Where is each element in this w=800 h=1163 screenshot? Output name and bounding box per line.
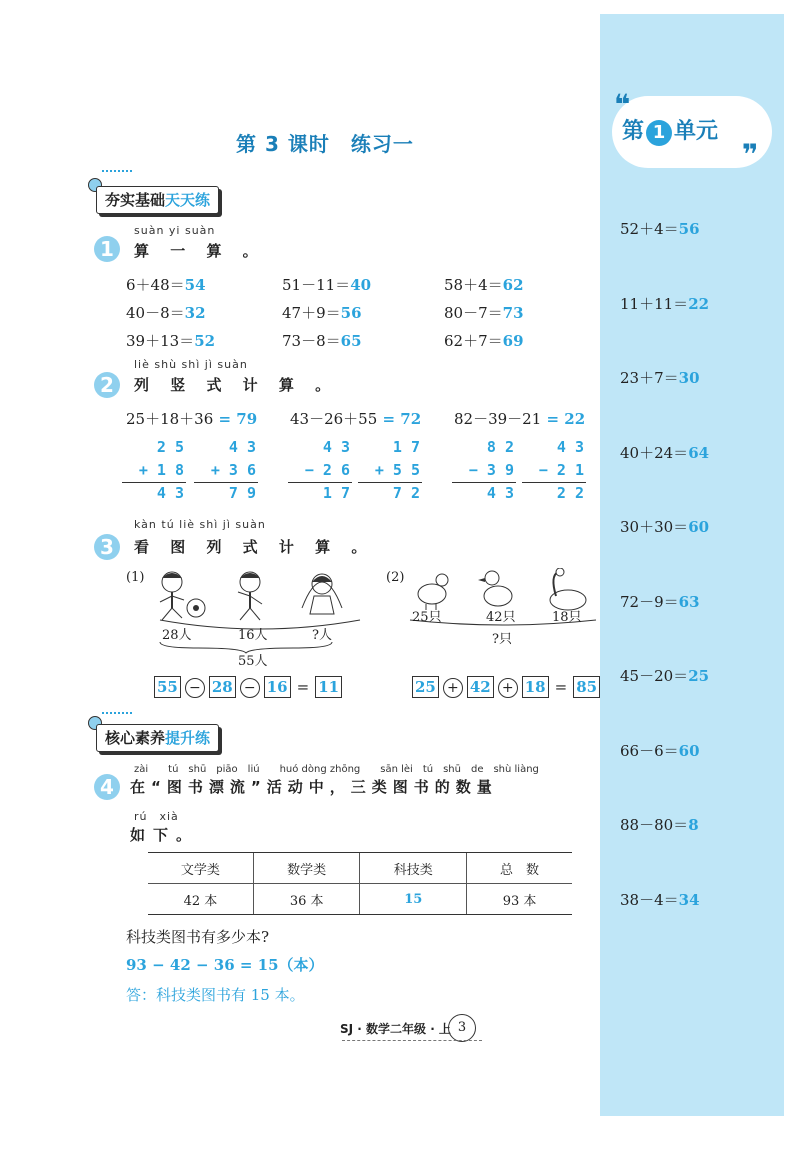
answer: 62: [502, 276, 524, 294]
equals-sign: =: [377, 410, 401, 428]
vertical-calculation: [124, 436, 184, 505]
answer: 64: [688, 443, 710, 462]
divider-dots: [102, 712, 132, 714]
vertical-mid: − 2 6: [304, 461, 350, 479]
q1-equation: [126, 330, 215, 351]
q4-question: 科技类图书有多少本?: [126, 928, 270, 946]
answer: 63: [678, 592, 700, 611]
number-box: 18: [522, 676, 549, 698]
section-banner-basic: 夯实基础天天练: [96, 186, 219, 214]
sidebar-equation: [620, 665, 709, 686]
expression: 30＋30＝: [620, 518, 689, 536]
operator-circle: +: [443, 678, 463, 698]
number-box: 42: [467, 676, 494, 698]
vertical-divider: [452, 482, 516, 483]
expression: 38－4＝: [620, 890, 679, 909]
q1-equation: [444, 274, 524, 295]
part2-equation: [412, 676, 600, 698]
q1-pinyin: suàn yi suàn: [134, 224, 216, 237]
girl-jumping-rope: [302, 574, 342, 614]
answer: 60: [678, 741, 700, 760]
question-number: 2: [94, 372, 120, 398]
vertical-divider: [288, 482, 352, 483]
vertical-res: 4 3: [156, 484, 184, 502]
q3-pinyin: kàn tú liè shì jì suàn: [134, 518, 266, 531]
vertical-res: 1 7: [322, 484, 350, 502]
answer-cell: 15: [360, 884, 467, 915]
answer: 72: [400, 410, 422, 428]
vertical-res: 7 2: [392, 484, 420, 502]
expression: 82－39－21: [454, 410, 542, 428]
vertical-divider: [122, 482, 186, 483]
table-row: [148, 884, 572, 915]
book-count-table: [148, 852, 572, 915]
value-cell: 93 本: [467, 884, 572, 915]
count-label: 16人: [238, 628, 268, 643]
answer: 56: [340, 304, 362, 322]
close-quote-icon: ❞: [742, 138, 759, 171]
header-cell: 数学类: [253, 853, 360, 884]
expression: 72－9＝: [620, 592, 679, 611]
expression: 11＋11＝: [620, 294, 689, 313]
unit-label: 第 1 单元: [622, 119, 719, 144]
total-label: ?只: [492, 632, 512, 647]
count-label: 28人: [162, 628, 192, 643]
answer: 69: [502, 332, 524, 350]
expression: 43－26＋55: [290, 410, 378, 428]
answer: 79: [236, 410, 258, 428]
number-box: 11: [315, 676, 342, 698]
q4-pinyin-1: zài tú shū piāo liú huó dòng zhōng sān lèi tú shū de shù liàng: [134, 764, 539, 775]
answer: 30: [678, 369, 700, 387]
equals-sign: =: [213, 410, 237, 428]
vertical-divider: [358, 482, 422, 483]
q2-problem: [290, 408, 421, 429]
q4-pinyin-2: rú xià: [134, 810, 179, 823]
header-cell: 总 数: [467, 853, 572, 884]
expression: 47＋9＝: [282, 304, 341, 322]
soccer-ball-icon: [187, 599, 205, 617]
answer: 73: [502, 304, 524, 322]
count-label: 25只: [412, 610, 442, 625]
q2-problem: [126, 408, 257, 429]
value-cell: 42 本: [148, 884, 253, 915]
q4-text-2: 如下。: [130, 826, 200, 844]
question-number: 3: [94, 534, 120, 560]
vertical-mid: + 5 5: [374, 461, 420, 479]
boy-figure-2: [238, 572, 262, 620]
vertical-res: 7 9: [228, 484, 256, 502]
answer: 54: [184, 276, 206, 294]
sidebar-equation: [620, 516, 709, 537]
number-box: 28: [209, 676, 236, 698]
value-cell: 36 本: [253, 884, 360, 915]
vertical-mid: + 3 6: [210, 461, 256, 479]
q1-equation: [444, 330, 524, 351]
q1-equation: [282, 302, 362, 323]
expression: 45－20＝: [620, 667, 689, 685]
q4-text-1: 在“图书漂流”活动中，三类图书的数量: [130, 778, 498, 796]
vertical-divider: [194, 482, 258, 483]
chicken-icon: [418, 574, 448, 610]
expression: 51－11＝: [282, 276, 351, 294]
part2-label: (2): [386, 570, 405, 585]
answer: 65: [340, 332, 362, 350]
answer: 32: [184, 304, 206, 322]
expression: 52＋4＝: [620, 220, 679, 238]
equals-sign: =: [296, 678, 310, 696]
open-quote-icon: ❝: [614, 88, 631, 121]
expression: 25＋18＋36: [126, 410, 214, 428]
question-number: 1: [94, 236, 120, 262]
page-title: 第 3 课时 练习一: [236, 132, 414, 156]
vertical-top: 2 5: [156, 438, 184, 456]
q4-answer: 答：科技类图书有 15 本。: [126, 986, 305, 1004]
expression: 40－8＝: [126, 304, 185, 322]
answer: 60: [688, 518, 710, 536]
count-label: 42只: [486, 610, 516, 625]
answer-sidebar: [600, 14, 784, 1116]
page-number: 3: [448, 1014, 476, 1042]
q2-instruction: 列 竖 式 计 算 。: [134, 376, 339, 394]
duck-icon: [478, 571, 512, 606]
goose-icon: [550, 568, 586, 610]
vertical-mid: + 1 8: [138, 461, 184, 479]
answer: 56: [678, 220, 700, 238]
vertical-calculation: [360, 436, 420, 505]
q2-pinyin: liè shù shì jì suàn: [134, 358, 248, 371]
vertical-res: 4 3: [486, 484, 514, 502]
q1-equation: [126, 302, 206, 323]
vertical-calculation: [454, 436, 514, 505]
sidebar-equation: [620, 740, 700, 761]
vertical-mid: − 2 1: [538, 461, 584, 479]
boy-figure-1: [160, 572, 184, 620]
expression: 66－6＝: [620, 741, 679, 760]
operator-circle: −: [240, 678, 260, 698]
number-box: 25: [412, 676, 439, 698]
q1-equation: [282, 330, 362, 351]
q4-calculation: 93 − 42 − 36 = 15（本）: [126, 956, 324, 974]
vertical-top: 4 3: [556, 438, 584, 456]
count-label: ?人: [312, 628, 332, 643]
total-label: 55人: [238, 654, 268, 669]
vertical-top: 4 3: [228, 438, 256, 456]
vertical-calculation: [290, 436, 350, 505]
count-label: 18只: [552, 610, 582, 625]
equals-sign: =: [554, 678, 568, 696]
q3-instruction: 看 图 列 式 计 算 。: [134, 538, 375, 556]
expression: 80－7＝: [444, 304, 503, 322]
expression: 6＋48＝: [126, 276, 185, 294]
table-header-row: [148, 853, 572, 884]
expression: 23＋7＝: [620, 369, 679, 387]
header-cell: 文学类: [148, 853, 253, 884]
answer: 40: [350, 276, 372, 294]
equals-sign: =: [541, 410, 565, 428]
operator-circle: +: [498, 678, 518, 698]
part1-equation: [154, 676, 342, 698]
q1-instruction: 算 一 算 。: [134, 242, 266, 260]
footer-line: [342, 1040, 482, 1041]
part1-label: (1): [126, 570, 145, 585]
sidebar-equation: [620, 442, 709, 463]
number-box: 55: [154, 676, 181, 698]
expression: 40＋24＝: [620, 443, 689, 462]
sidebar-equation: [620, 293, 709, 314]
question-number: 4: [94, 774, 120, 800]
vertical-calculation: [196, 436, 256, 505]
footer-text: SJ · 数学二年级 · 上: [340, 1022, 451, 1036]
divider-dots: [102, 170, 132, 172]
q2-problem: [454, 408, 585, 429]
vertical-calculation: [524, 436, 584, 505]
answer: 8: [688, 816, 699, 834]
vertical-mid: − 3 9: [468, 461, 514, 479]
sidebar-equation: [620, 367, 700, 388]
vertical-top: 8 2: [486, 438, 514, 456]
section-banner-advanced: 核心素养提升练: [96, 724, 219, 752]
expression: 58＋4＝: [444, 276, 503, 294]
answer: 34: [678, 890, 700, 909]
sidebar-equation: [620, 814, 699, 835]
number-box: 16: [264, 676, 291, 698]
expression: 39＋13＝: [126, 332, 195, 350]
expression: 62＋7＝: [444, 332, 503, 350]
answer: 52: [194, 332, 216, 350]
sidebar-equation: [620, 218, 700, 239]
expression: 88－80＝: [620, 816, 689, 834]
vertical-divider: [522, 482, 586, 483]
q1-equation: [126, 274, 206, 295]
answer: 22: [688, 294, 710, 313]
number-box: 85: [573, 676, 600, 698]
answer: 22: [564, 410, 586, 428]
vertical-top: 4 3: [322, 438, 350, 456]
q1-equation: [282, 274, 371, 295]
answer: 25: [688, 667, 710, 685]
operator-circle: −: [185, 678, 205, 698]
q1-equation: [444, 302, 524, 323]
sidebar-equation: [620, 889, 700, 910]
expression: 73－8＝: [282, 332, 341, 350]
header-cell: 科技类: [360, 853, 467, 884]
sidebar-equation: [620, 591, 700, 612]
vertical-res: 2 2: [556, 484, 584, 502]
vertical-top: 1 7: [392, 438, 420, 456]
